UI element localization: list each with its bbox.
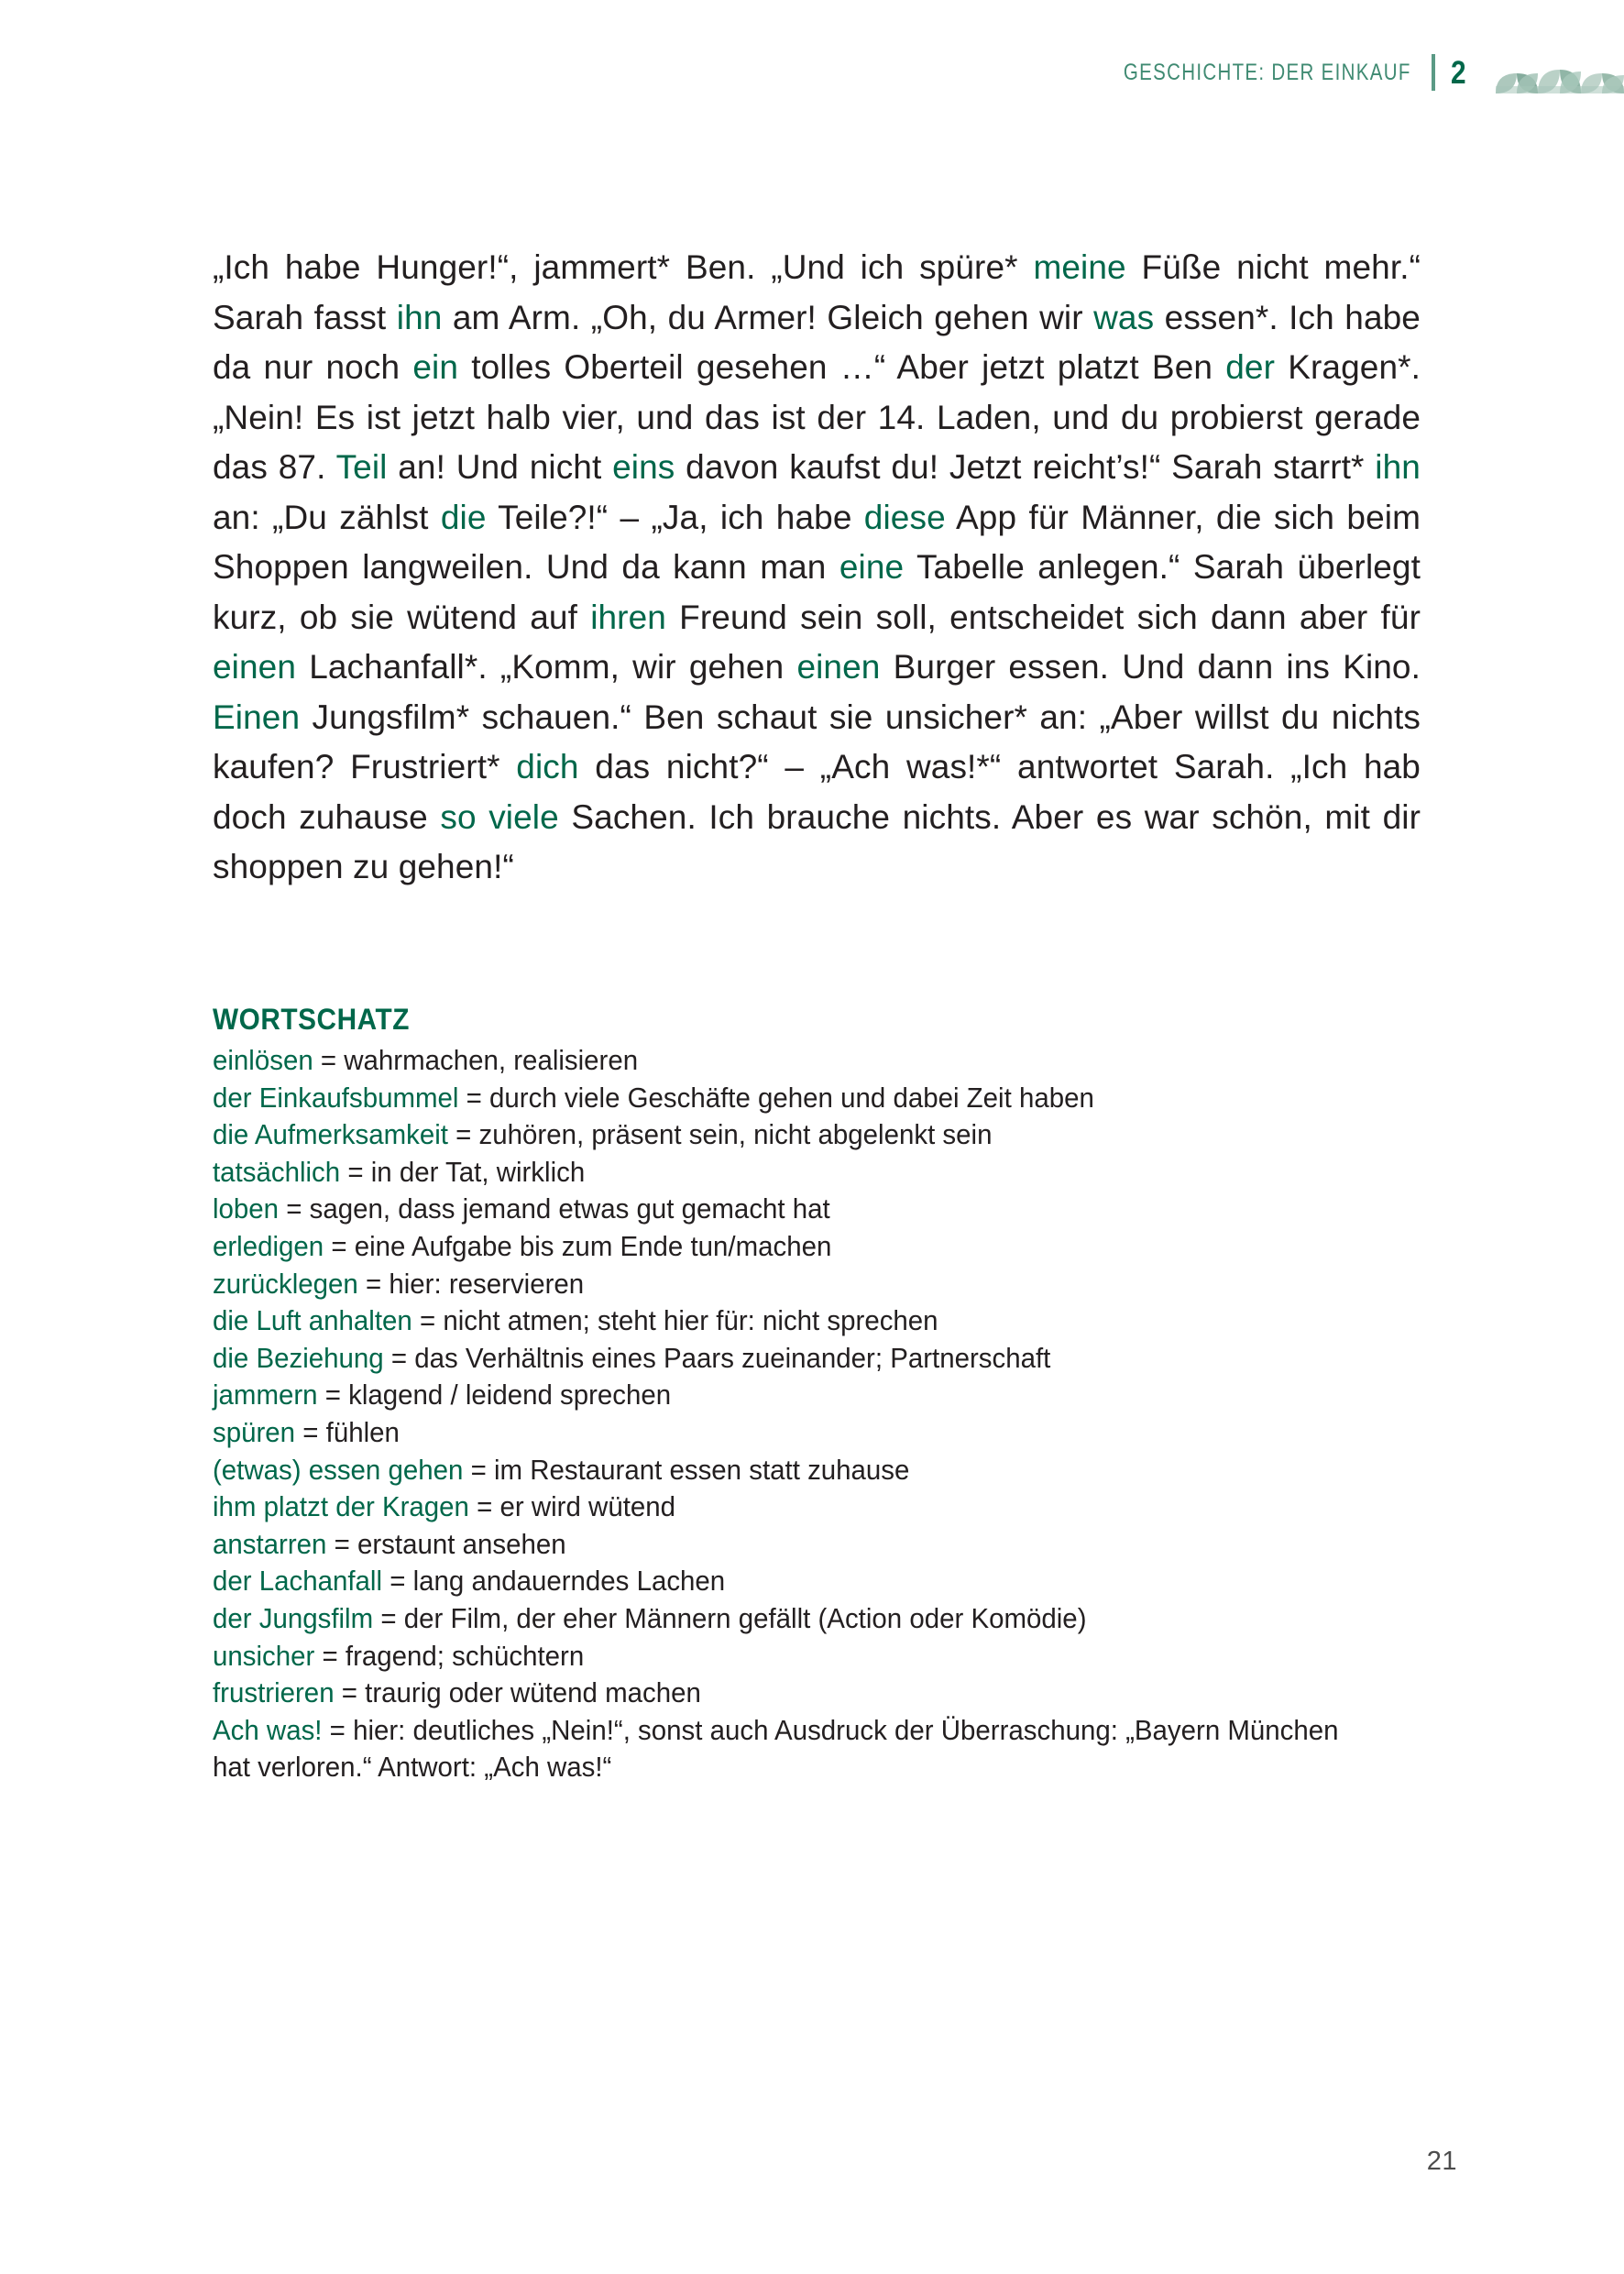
vocabulary-entry bbox=[213, 1377, 1371, 1414]
vocabulary-definition: eine Aufgabe bis zum Ende tun/machen bbox=[354, 1229, 832, 1262]
story-text-run: App für Männer, die sich beim Shoppen langweilen. Und da kann man bbox=[213, 498, 1421, 586]
vocabulary-term: tatsächlich bbox=[213, 1155, 341, 1188]
vocabulary-separator: = bbox=[322, 1713, 354, 1746]
vocabulary-separator: = bbox=[279, 1192, 310, 1225]
story-highlight-word: ihn bbox=[396, 298, 443, 336]
chapter-number: 2 bbox=[1450, 54, 1466, 91]
vocabulary-list bbox=[213, 1042, 1432, 1786]
vocabulary-definition: zuhören, präsent sein, nicht abgelenkt sein bbox=[478, 1118, 993, 1151]
vocabulary-separator: = bbox=[447, 1118, 479, 1151]
page-header bbox=[0, 44, 1624, 101]
vocabulary-separator: = bbox=[317, 1379, 349, 1412]
story-highlight-word: diese bbox=[863, 498, 946, 536]
vocabulary-entry bbox=[213, 1266, 1371, 1303]
vocabulary-separator: = bbox=[411, 1304, 444, 1337]
vocabulary-separator: = bbox=[334, 1676, 366, 1709]
vocabulary-section bbox=[213, 999, 1432, 1786]
vocabulary-term: spüren bbox=[213, 1415, 296, 1448]
vocabulary-term: (etwas) essen gehen bbox=[213, 1453, 464, 1486]
story-highlight-word: so viele bbox=[440, 797, 559, 836]
vocabulary-term: loben bbox=[213, 1192, 280, 1225]
story-paragraph bbox=[213, 243, 1421, 893]
story-text-run: „Ich habe Hunger!“, jammert* Ben. „Und ich spüre* bbox=[213, 248, 1034, 286]
story-text-run: Freund sein soll, entscheidet sich dann aber für bbox=[665, 598, 1421, 636]
vocabulary-term: jammern bbox=[213, 1379, 318, 1412]
vocabulary-term: zurücklegen bbox=[213, 1267, 358, 1300]
vocabulary-definition: durch viele Geschäfte gehen und dabei Zeit haben bbox=[489, 1081, 1094, 1114]
vertical-bar-icon bbox=[1432, 54, 1435, 91]
vocabulary-entry bbox=[213, 1228, 1371, 1266]
vocabulary-entry bbox=[213, 1154, 1371, 1192]
vocabulary-term: einlösen bbox=[213, 1044, 313, 1076]
vocabulary-definition: lang andauerndes Lachen bbox=[412, 1565, 726, 1598]
vocabulary-definition: erstaunt ansehen bbox=[357, 1527, 566, 1560]
vocabulary-definition: sagen, dass jemand etwas gut gemacht hat bbox=[309, 1192, 830, 1225]
vocabulary-separator: = bbox=[468, 1490, 500, 1523]
vocabulary-term: die Aufmerksamkeit bbox=[213, 1118, 448, 1151]
story-text-run: Tabelle anlegen.“ Sarah überlegt kurz, ob sie wütend auf bbox=[213, 548, 1421, 636]
vocabulary-heading: WORTSCHATZ bbox=[213, 1003, 410, 1036]
vocabulary-entry bbox=[213, 1414, 1371, 1452]
vocabulary-term: der Einkaufsbummel bbox=[213, 1081, 459, 1114]
story-text-run: Teile?!“ – „Ja, ich habe bbox=[486, 498, 864, 536]
vocabulary-term: die Beziehung bbox=[213, 1341, 384, 1374]
story-text-run: an: „Du zählst bbox=[213, 498, 441, 536]
vocabulary-definition: traurig oder wütend machen bbox=[365, 1676, 701, 1709]
story-highlight-word: ihn bbox=[1375, 448, 1421, 486]
story-text-run: das nicht?“ – „Ach was!*“ antwortet Sarah. „Ich hab doch zuhause bbox=[213, 748, 1421, 836]
story-highlight-word: Einen bbox=[213, 698, 301, 736]
vocabulary-entry bbox=[213, 1675, 1371, 1712]
story-highlight-word: einen bbox=[213, 648, 297, 686]
story-text-run: essen*. Ich habe da nur noch bbox=[213, 298, 1421, 386]
story-text-run: tolles Oberteil gesehen …“ Aber jetzt platzt Ben bbox=[458, 348, 1226, 386]
vocabulary-separator: = bbox=[458, 1081, 490, 1114]
story-highlight-word: ihren bbox=[590, 598, 666, 636]
story-highlight-word: meine bbox=[1033, 248, 1126, 286]
vocabulary-separator: = bbox=[324, 1229, 355, 1262]
vocabulary-term: unsicher bbox=[213, 1639, 315, 1672]
vocabulary-entry bbox=[213, 1452, 1371, 1489]
vocabulary-definition: hier: deutliches „Nein!“, sonst auch Ausdruck der Überraschung: „Bayern München hat verloren.“ Antwort: „Ach was!“ bbox=[213, 1713, 1339, 1784]
vocabulary-separator: = bbox=[340, 1155, 371, 1188]
story-highlight-word: ein bbox=[412, 348, 459, 386]
vocabulary-definition: der Film, der eher Männern gefällt (Action oder Komödie) bbox=[403, 1601, 1087, 1634]
vocabulary-term: die Luft anhalten bbox=[213, 1304, 412, 1337]
story-highlight-word: eine bbox=[839, 548, 905, 586]
vocabulary-separator: = bbox=[373, 1601, 404, 1634]
vocabulary-definition: fühlen bbox=[325, 1415, 400, 1448]
vocabulary-entry bbox=[213, 1489, 1371, 1526]
leaf-pattern-icon bbox=[1496, 51, 1624, 93]
vocabulary-entry bbox=[213, 1563, 1371, 1600]
story-highlight-word: was bbox=[1093, 298, 1155, 336]
vocabulary-definition: nicht atmen; steht hier für: nicht sprechen bbox=[443, 1304, 938, 1337]
vocabulary-term: der Lachanfall bbox=[213, 1565, 383, 1598]
page-header-title: GESCHICHTE: DER EINKAUF bbox=[1123, 59, 1411, 85]
story-highlight-word: eins bbox=[612, 448, 675, 486]
vocabulary-separator: = bbox=[382, 1565, 413, 1598]
vocabulary-term: der Jungsfilm bbox=[213, 1601, 374, 1634]
vocabulary-separator: = bbox=[326, 1527, 357, 1560]
vocabulary-term: Ach was! bbox=[213, 1713, 323, 1746]
story-text-run: Burger essen. Und dann ins Kino. bbox=[880, 648, 1421, 686]
vocabulary-separator: = bbox=[295, 1415, 326, 1448]
vocabulary-term: ihm platzt der Kragen bbox=[213, 1490, 469, 1523]
vocabulary-entry bbox=[213, 1600, 1371, 1638]
story-text-run: Kragen*. „Nein! Es ist jetzt halb vier, und das ist der 14. Laden, und du probierst gerade das 87. bbox=[213, 348, 1421, 486]
story-text-run: am Arm. „Oh, du Armer! Gleich gehen wir bbox=[442, 298, 1094, 336]
story-text-run: an! Und nicht bbox=[387, 448, 613, 486]
vocabulary-term: erledigen bbox=[213, 1229, 324, 1262]
story-highlight-word: der bbox=[1225, 348, 1276, 386]
vocabulary-entry bbox=[213, 1302, 1371, 1340]
story-highlight-word: die bbox=[440, 498, 487, 536]
vocabulary-entry bbox=[213, 1526, 1371, 1564]
vocabulary-entry bbox=[213, 1116, 1371, 1154]
vocabulary-entry bbox=[213, 1712, 1371, 1786]
vocabulary-definition: das Verhältnis eines Paars zueinander; Partnerschaft bbox=[414, 1341, 1051, 1374]
vocabulary-definition: klagend / leidend sprechen bbox=[348, 1379, 672, 1412]
vocabulary-entry bbox=[213, 1080, 1371, 1117]
vocabulary-definition: in der Tat, wirklich bbox=[370, 1155, 586, 1188]
story-text-run: Lachanfall*. „Komm, wir gehen bbox=[296, 648, 797, 686]
story-highlight-word: dich bbox=[516, 748, 579, 785]
vocabulary-definition: fragend; schüchtern bbox=[345, 1639, 585, 1672]
vocabulary-separator: = bbox=[314, 1639, 346, 1672]
vocabulary-entry bbox=[213, 1340, 1371, 1378]
story-text-run: davon kaufst du! Jetzt reicht’s!“ Sarah starrt* bbox=[675, 448, 1376, 486]
vocabulary-entry bbox=[213, 1191, 1371, 1228]
vocabulary-definition: er wird wütend bbox=[499, 1490, 676, 1523]
page-number: 21 bbox=[1426, 2147, 1457, 2176]
vocabulary-term: anstarren bbox=[213, 1527, 327, 1560]
vocabulary-entry bbox=[213, 1638, 1371, 1675]
vocabulary-separator: = bbox=[357, 1267, 390, 1300]
story-highlight-word: Teil bbox=[335, 448, 388, 486]
story-text-run: Sachen. Ich brauche nichts. Aber es war schön, mit dir shoppen zu gehen!“ bbox=[213, 797, 1421, 885]
story-text-run: Füße nicht mehr.“ Sarah fasst bbox=[213, 248, 1421, 336]
vocabulary-definition: im Restaurant essen statt zuhause bbox=[493, 1453, 910, 1486]
vocabulary-separator: = bbox=[313, 1044, 345, 1076]
vocabulary-definition: wahrmachen, realisieren bbox=[344, 1044, 639, 1076]
story-text-run: Jungsfilm* schauen.“ Ben schaut sie unsicher* an: „Aber willst du nichts kaufen? Frustriert* bbox=[213, 698, 1421, 785]
vocabulary-definition: hier: reservieren bbox=[389, 1267, 585, 1300]
vocabulary-term: frustrieren bbox=[213, 1676, 335, 1709]
vocabulary-entry bbox=[213, 1042, 1371, 1080]
story-highlight-word: einen bbox=[796, 648, 881, 686]
vocabulary-separator: = bbox=[463, 1453, 494, 1486]
vocabulary-separator: = bbox=[383, 1341, 415, 1374]
